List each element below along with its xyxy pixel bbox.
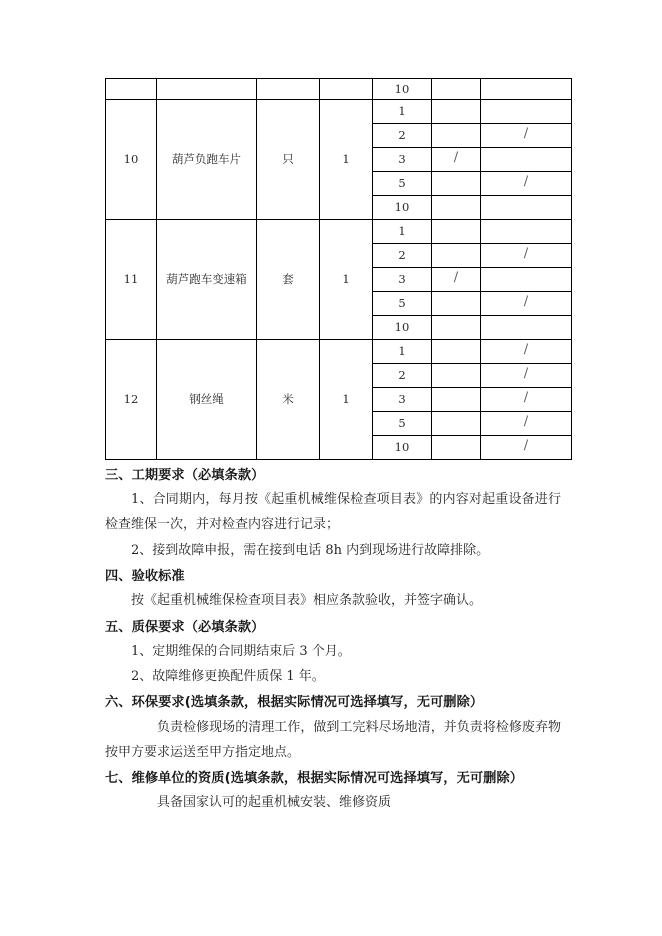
table-row bbox=[106, 79, 572, 100]
slash-mark: / bbox=[523, 126, 529, 142]
cell-tier: 5 bbox=[373, 172, 432, 196]
document-body bbox=[105, 462, 561, 816]
cell-mark-b bbox=[481, 196, 572, 220]
cell-tier: 10 bbox=[373, 316, 432, 340]
section-6 bbox=[105, 689, 561, 765]
table-row bbox=[106, 340, 572, 364]
section-paragraph: 2、接到故障申报，需在接到电话 8h 内到现场进行故障排除。 bbox=[131, 542, 490, 558]
cell-mark-a bbox=[432, 340, 481, 364]
section-heading: 五、质保要求（必填条款） bbox=[105, 619, 265, 635]
cell-tier: 1 bbox=[373, 220, 432, 244]
cell-index bbox=[106, 79, 157, 100]
cell-qty bbox=[320, 79, 373, 100]
cell-mark-a bbox=[432, 292, 481, 316]
cell-mark-a bbox=[432, 124, 481, 148]
slash-mark: / bbox=[523, 414, 529, 430]
cell-name: 葫芦负跑车片 bbox=[157, 100, 257, 220]
cell-mark-b bbox=[481, 340, 572, 364]
section-paragraph: 2、故障维修更换配件质保 1 年。 bbox=[131, 669, 325, 685]
cell-mark-b bbox=[481, 388, 572, 412]
cell-mark-a bbox=[432, 436, 481, 460]
cell-unit: 米 bbox=[257, 340, 320, 460]
cell-mark-b bbox=[481, 412, 572, 436]
table-row bbox=[106, 100, 572, 124]
cell-mark-a bbox=[432, 79, 481, 100]
cell-mark-a bbox=[432, 268, 481, 292]
cell-mark-b bbox=[481, 292, 572, 316]
cell-index: 12 bbox=[106, 340, 157, 460]
section-5 bbox=[105, 614, 561, 690]
slash-mark: / bbox=[523, 438, 529, 454]
cell-tier: 2 bbox=[373, 364, 432, 388]
cell-mark-b bbox=[481, 148, 572, 172]
section-paragraph: 负责检修现场的清理工作，做到工完料尽场地清，并负责将检修废弃物按甲方要求运送至甲方指定地点。 bbox=[105, 719, 561, 760]
cell-unit bbox=[257, 79, 320, 100]
cell-mark-b bbox=[481, 436, 572, 460]
cell-qty: 1 bbox=[320, 340, 373, 460]
cell-mark-a bbox=[432, 220, 481, 244]
section-paragraph: 按《起重机械维保检查项目表》相应条款验收，并签字确认。 bbox=[131, 593, 483, 609]
slash-mark: / bbox=[523, 246, 529, 262]
cell-tier: 3 bbox=[373, 148, 432, 172]
cell-mark-a bbox=[432, 388, 481, 412]
slash-mark: / bbox=[453, 270, 459, 286]
cell-mark-b bbox=[481, 124, 572, 148]
cell-mark-a bbox=[432, 364, 481, 388]
cell-tier: 3 bbox=[373, 268, 432, 292]
cell-mark-a bbox=[432, 148, 481, 172]
cell-tier: 10 bbox=[373, 436, 432, 460]
cell-mark-b bbox=[481, 79, 572, 100]
cell-tier: 1 bbox=[373, 340, 432, 364]
cell-unit: 只 bbox=[257, 100, 320, 220]
spare-parts-table bbox=[105, 78, 572, 460]
section-7 bbox=[105, 765, 561, 815]
cell-tier: 3 bbox=[373, 388, 432, 412]
cell-mark-b bbox=[481, 100, 572, 124]
slash-mark: / bbox=[523, 174, 529, 190]
cell-qty: 1 bbox=[320, 220, 373, 340]
cell-tier: 5 bbox=[373, 412, 432, 436]
cell-unit: 套 bbox=[257, 220, 320, 340]
cell-mark-a bbox=[432, 244, 481, 268]
section-heading: 六、环保要求(选填条款，根据实际情况可选择填写，无可删除） bbox=[105, 695, 484, 711]
cell-mark-a bbox=[432, 412, 481, 436]
cell-index: 10 bbox=[106, 100, 157, 220]
cell-mark-b bbox=[481, 244, 572, 268]
cell-tier: 1 bbox=[373, 100, 432, 124]
cell-mark-b bbox=[481, 172, 572, 196]
section-heading: 七、维修单位的资质(选填条款，根据实际情况可选择填写，无可删除） bbox=[105, 771, 524, 787]
cell-name bbox=[157, 79, 257, 100]
slash-mark: / bbox=[523, 342, 529, 358]
cell-tier: 5 bbox=[373, 292, 432, 316]
cell-name: 钢丝绳 bbox=[157, 340, 257, 460]
cell-tier: 2 bbox=[373, 244, 432, 268]
cell-mark-a bbox=[432, 196, 481, 220]
cell-qty: 1 bbox=[320, 100, 373, 220]
cell-tier: 10 bbox=[373, 79, 432, 100]
cell-tier: 10 bbox=[373, 196, 432, 220]
section-4 bbox=[105, 563, 561, 613]
cell-mark-b bbox=[481, 268, 572, 292]
cell-mark-b bbox=[481, 364, 572, 388]
cell-mark-a bbox=[432, 172, 481, 196]
slash-mark: / bbox=[523, 294, 529, 310]
cell-name: 葫芦跑车变速箱 bbox=[157, 220, 257, 340]
table-row bbox=[106, 220, 572, 244]
slash-mark: / bbox=[523, 390, 529, 406]
section-3 bbox=[105, 462, 561, 563]
cell-mark-a bbox=[432, 316, 481, 340]
table-body bbox=[106, 79, 572, 460]
cell-tier: 2 bbox=[373, 124, 432, 148]
cell-index: 11 bbox=[106, 220, 157, 340]
slash-mark: / bbox=[453, 150, 459, 166]
cell-mark-b bbox=[481, 316, 572, 340]
section-paragraph: 1、合同期内，每月按《起重机械维保检查项目表》的内容对起重设备进行检查维保一次，并对检查内容进行记录； bbox=[105, 492, 561, 533]
cell-mark-b bbox=[481, 220, 572, 244]
section-heading: 三、工期要求（必填条款） bbox=[105, 468, 265, 483]
section-heading: 四、验收标准 bbox=[105, 569, 185, 585]
cell-mark-a bbox=[432, 100, 481, 124]
section-paragraph: 1、定期维保的合同期结束后 3 个月。 bbox=[131, 643, 351, 659]
slash-mark: / bbox=[523, 366, 529, 382]
section-paragraph: 具备国家认可的起重机械安装、维修资质 bbox=[157, 795, 392, 811]
